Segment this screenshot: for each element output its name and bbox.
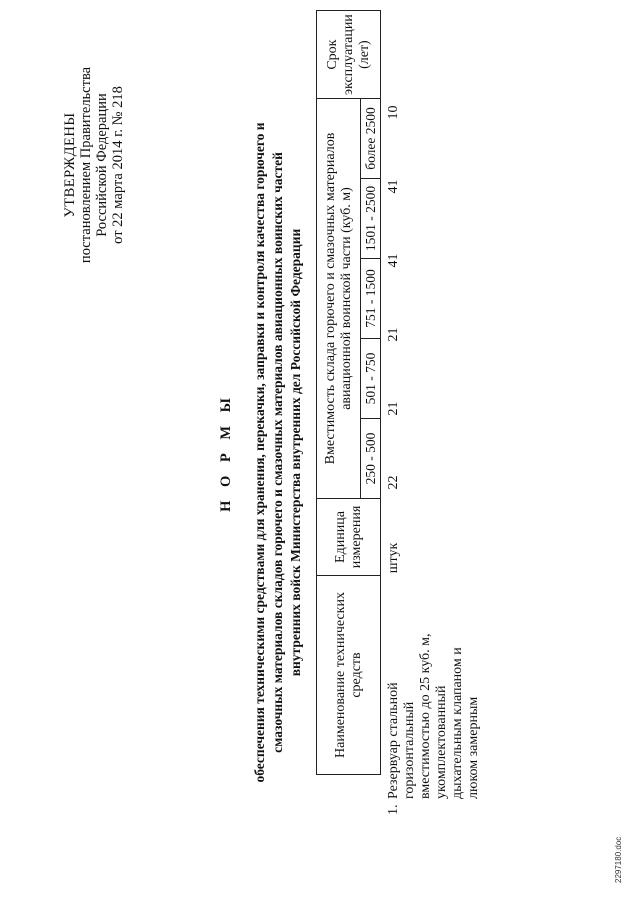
row-value-1: 22 bbox=[386, 475, 401, 490]
capacity-column-5: более 2500 bbox=[361, 99, 381, 179]
row-item-name: Резервуар стальной горизонтальный вместимостью до 25 куб. м, укомплектованный дыхательным клапаном и люком замерным bbox=[386, 633, 481, 799]
row-value-4: 41 bbox=[386, 253, 401, 268]
approval-heading: УТВЕРЖДЕНЫ bbox=[62, 112, 78, 218]
document-title: Н О Р М Ы bbox=[218, 393, 234, 512]
approval-line-3: от 22 марта 2014 г. № 218 bbox=[110, 86, 126, 244]
header-unit: Единица измерения bbox=[317, 499, 381, 576]
capacity-column-4: 1501 - 2500 bbox=[361, 179, 381, 259]
approval-line-1: постановлением Правительства bbox=[78, 66, 94, 264]
approval-stamp bbox=[62, 25, 126, 305]
capacity-column-3: 751 - 1500 bbox=[361, 259, 381, 339]
row-value-2: 21 bbox=[386, 401, 401, 416]
row-value-3: 21 bbox=[386, 327, 401, 342]
table-row bbox=[386, 55, 496, 815]
row-value-5: 41 bbox=[386, 179, 401, 194]
document-subtitle-line-3: внутренних войск Министерства внутренних дел Российской Федерации bbox=[288, 228, 303, 677]
document-subtitle-line-1: обеспечения техническими средствами для хранения, перекачки, заправки и контроля качества горючего и bbox=[252, 122, 267, 783]
capacity-column-1: 250 - 500 bbox=[361, 419, 381, 499]
document-file-code: 2297180.doc bbox=[614, 836, 623, 883]
capacity-column-2: 501 - 750 bbox=[361, 339, 381, 419]
header-name: Наименование технических средств bbox=[317, 576, 381, 775]
header-capacity: Вместимость склада горючего и смазочных материалов авиационной воинской части (куб. м) bbox=[317, 99, 361, 499]
document-subtitle-line-2: смазочных материалов складов горючего и смазочных материалов авиационных воинских частей bbox=[270, 152, 285, 753]
approval-line-2: Российской Федерации bbox=[94, 93, 110, 237]
row-term: 10 bbox=[386, 105, 401, 120]
row-unit: штук bbox=[386, 542, 401, 574]
header-term: Срок эксплуатации (лет) bbox=[317, 11, 381, 99]
norms-table bbox=[316, 10, 381, 775]
row-number: 1. bbox=[386, 804, 401, 815]
